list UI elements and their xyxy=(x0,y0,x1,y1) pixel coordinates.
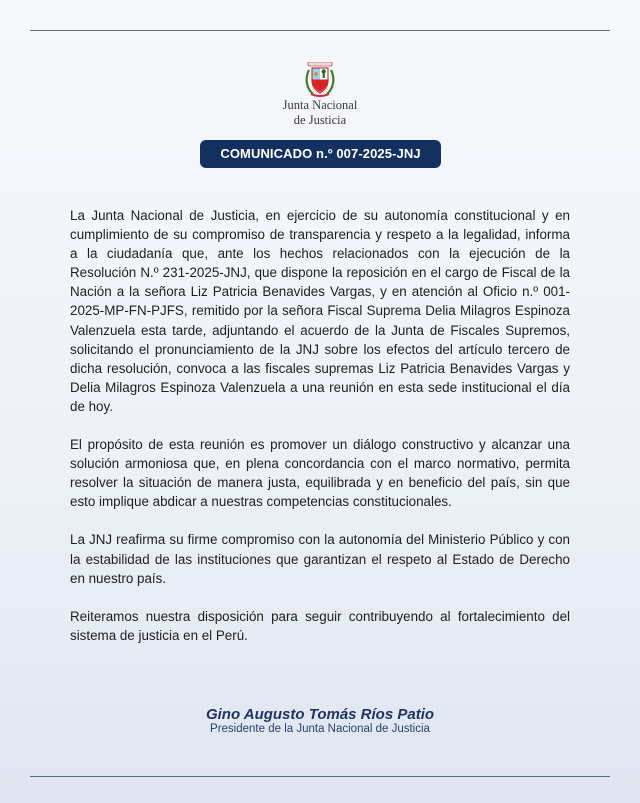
org-name-line2: de Justicia xyxy=(293,113,347,127)
bottom-divider xyxy=(30,776,610,777)
org-name-line1: Junta Nacional xyxy=(282,98,358,112)
paragraph-3: La JNJ reafirma su firme compromiso con la autonomía del Ministerio Público y con la estabilidad de las instituciones que garantizan el respeto al Estado de Derecho en nuestro país. xyxy=(70,532,570,586)
signer-role: Presidente de la Junta Nacional de Justicia xyxy=(210,723,430,735)
top-divider xyxy=(30,30,610,31)
signer-name: Gino Augusto Tomás Ríos Patio xyxy=(205,706,435,723)
paragraph-4: Reiteramos nuestra disposición para seguir contribuyendo al fortalecimiento del sistema de justicia en el Perú. xyxy=(70,608,570,643)
paragraph-2: El propósito de esta reunión es promover un diálogo constructivo y alcanzar una solución armoniosa que, en plena concordancia con el marco normativo, permita resolver la situación de manera justa, equilibrada y en beneficio del país, sin que esto implique abdicar a nuestras competencias constitucionales. xyxy=(70,437,570,510)
communique-body xyxy=(70,206,570,664)
communique-badge: COMUNICADO n.º 007-2025-JNJ xyxy=(200,140,441,168)
paragraph-1: La Junta Nacional de Justicia, en ejercicio de su autonomía constitucional y en cumplimiento de su compromiso de transparencia y respeto a la legalidad, informa a la ciudadanía que, ante los hechos relacionados con la ejecución de la Resolución N.º 231-2025-JNJ, que dispone la reposición en el cargo de Fiscal de la Nación a la señora Liz Patricia Benavides Vargas, y en atención al Oficio n.º 001-2025-MP-FN-PJFS, remitido por la señora Fiscal Suprema Delia Milagros Espinoza Valenzuela esta tarde, adjuntando el acuerdo de la Junta de Fiscales Supremos, solicitando el pronunciamiento de la JNJ sobre los efectos del artículo tercero de dicha resolución, convoca a las fiscales supremas Liz Patricia Benavides Vargas y Delia Milagros Espinoza Valenzuela a una reunión en esta sede institucional el día de hoy. xyxy=(70,208,570,414)
coat-of-arms-emblem xyxy=(305,62,335,98)
